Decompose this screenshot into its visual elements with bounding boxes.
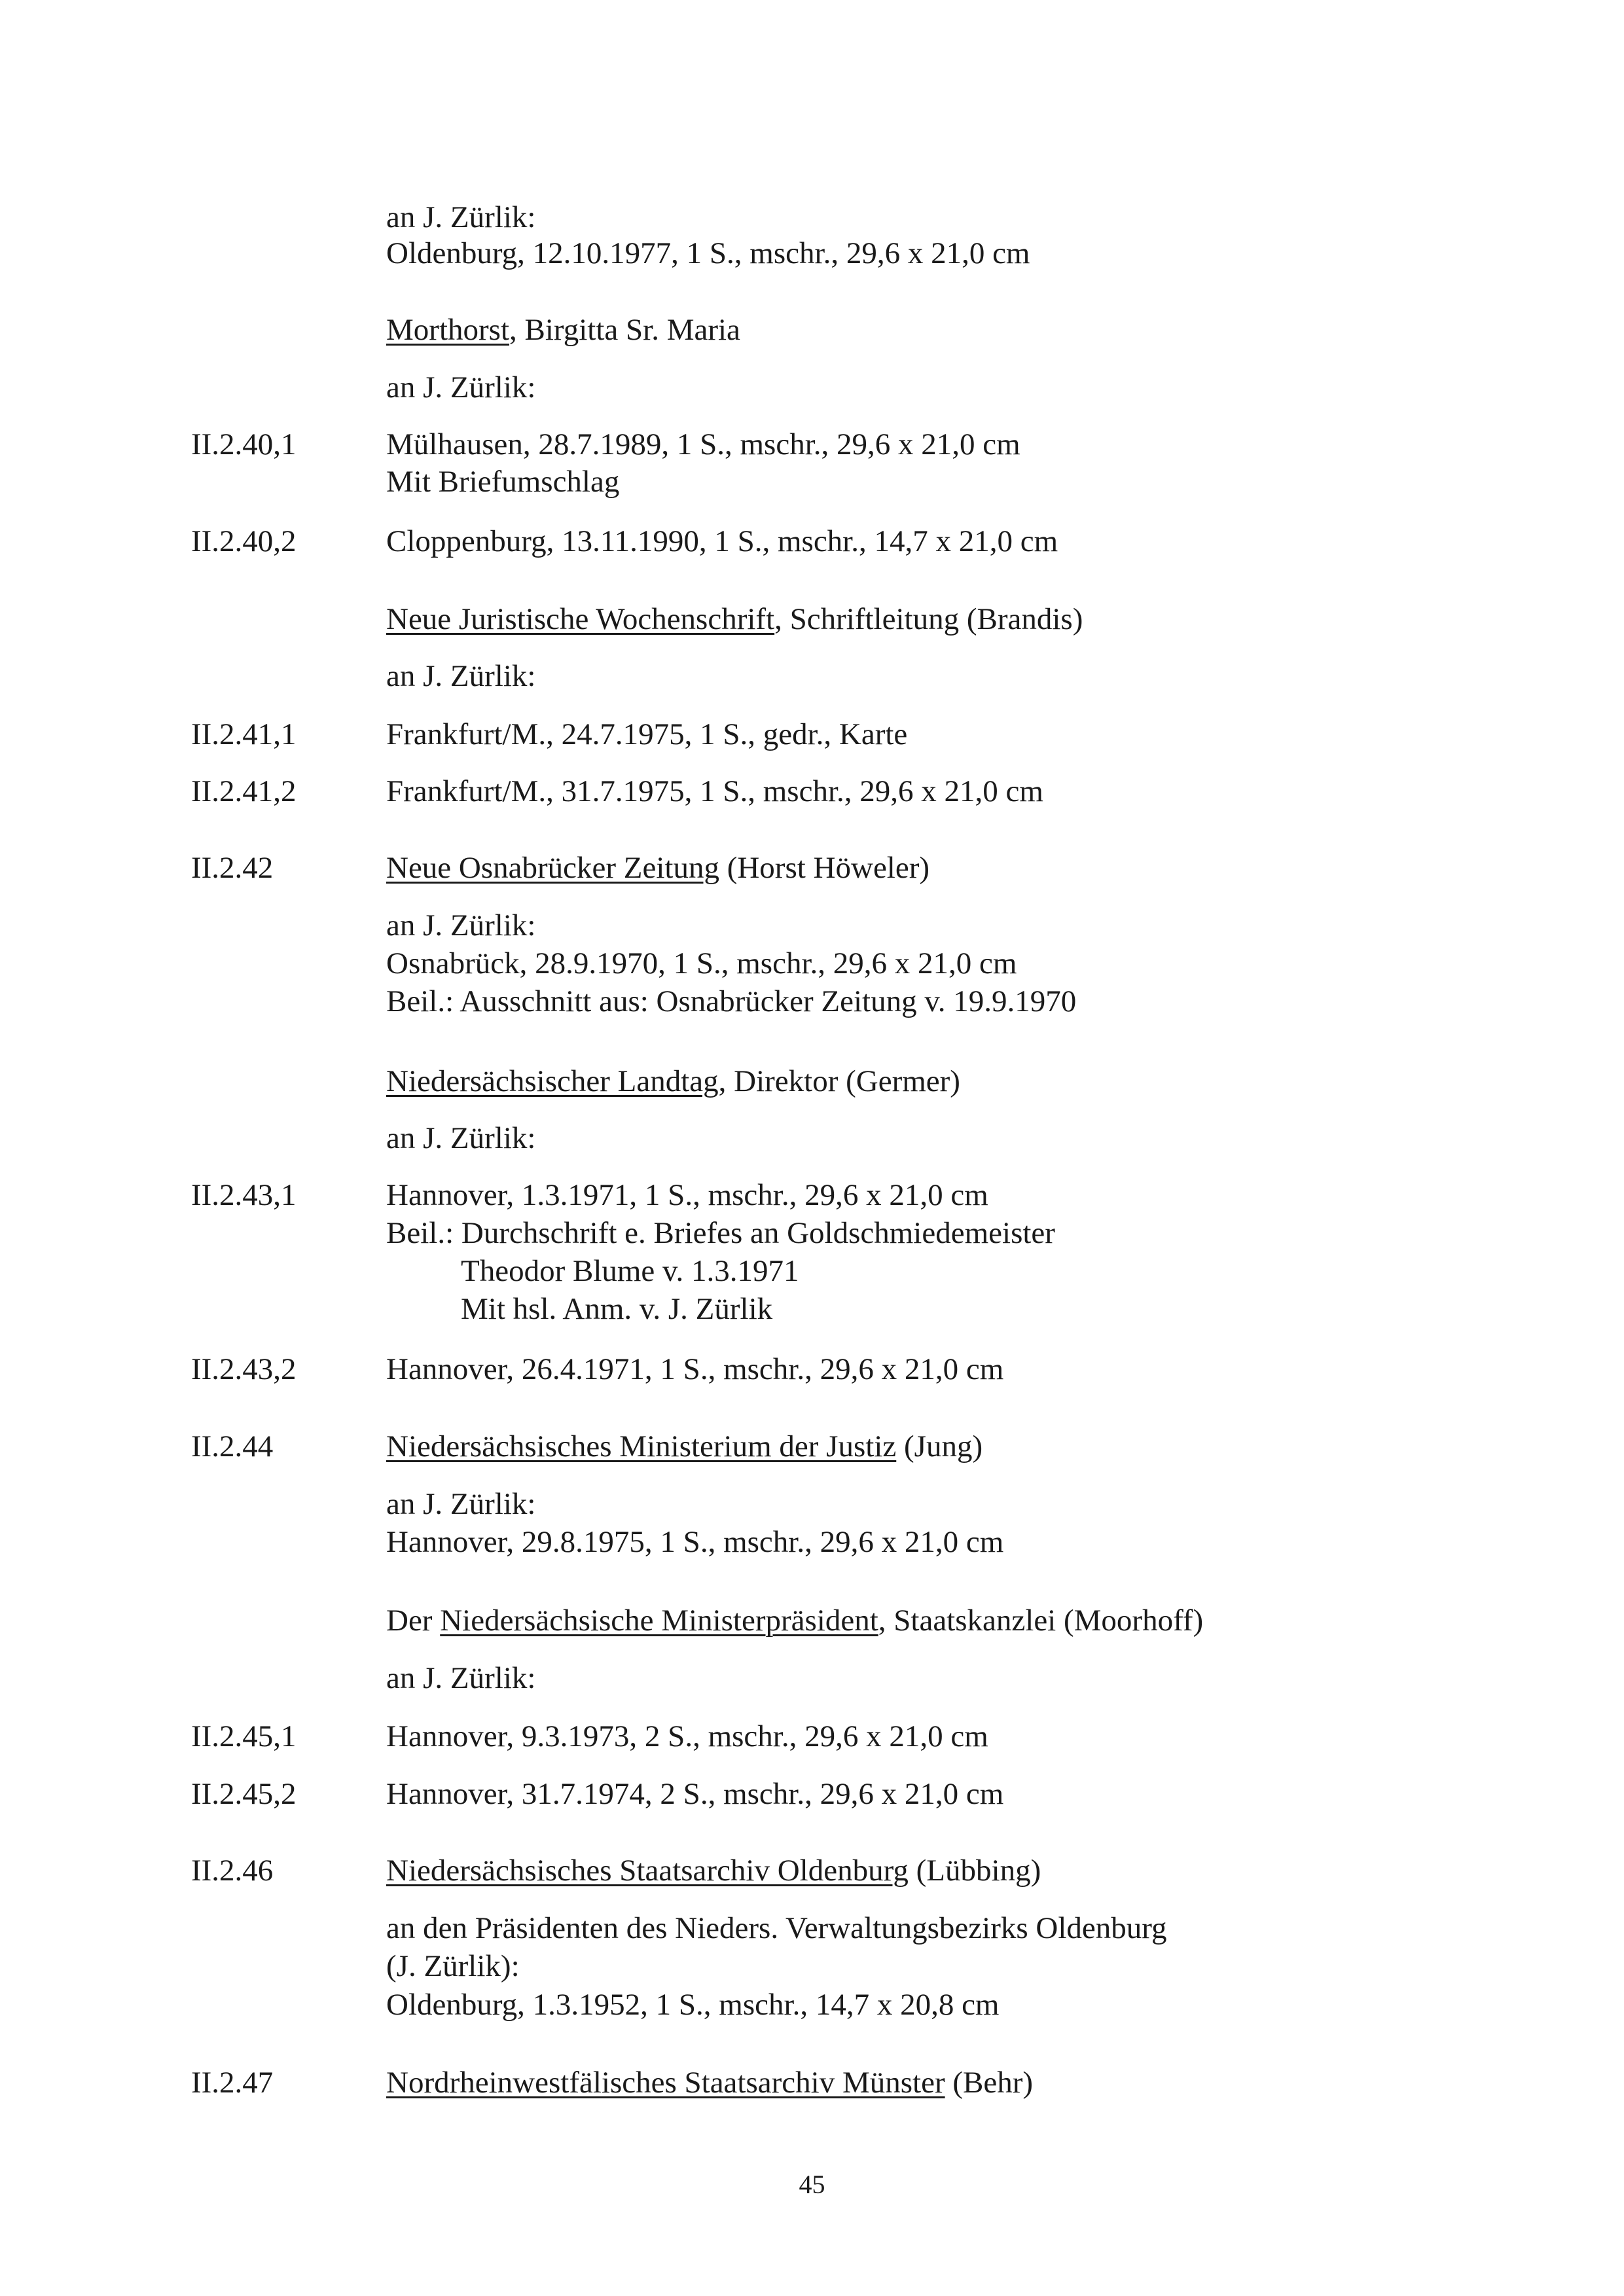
- letter-enclosure: Beil.: Durchschrift e. Briefes an Goldschmiedemeister: [386, 1216, 1055, 1250]
- recipient-line: an J. Zürlik:: [386, 908, 536, 942]
- correspondent-detail: (Jung): [896, 1429, 983, 1463]
- recipient-line: an J. Zürlik:: [386, 200, 536, 234]
- recipient-line: an den Präsidenten des Nieders. Verwaltungsbezirks Oldenburg: [386, 1911, 1167, 1945]
- correspondent-name: Niedersächsisches Ministerium der Justiz: [386, 1429, 897, 1463]
- correspondent-name: Niedersächsischer Landtag: [386, 1064, 719, 1098]
- recipient-line: an J. Zürlik:: [386, 659, 536, 693]
- letter-enclosure: Beil.: Ausschnitt aus: Osnabrücker Zeitung v. 19.9.1970: [386, 984, 1077, 1018]
- signature-number: II.2.43,1: [191, 1178, 297, 1212]
- signature-number: II.2.47: [191, 2066, 274, 2100]
- correspondent-heading: [386, 1062, 960, 1100]
- letter-description: Hannover, 29.8.1975, 1 S., mschr., 29,6 x 21,0 cm: [386, 1525, 1004, 1559]
- letter-description: Frankfurt/M., 24.7.1975, 1 S., gedr., Karte: [386, 717, 908, 751]
- recipient-line: an J. Zürlik:: [386, 1121, 536, 1155]
- signature-number: II.2.42: [191, 851, 274, 885]
- letter-description: Hannover, 9.3.1973, 2 S., mschr., 29,6 x 21,0 cm: [386, 1719, 988, 1753]
- recipient-line: an J. Zürlik:: [386, 1487, 536, 1521]
- recipient-line: an J. Zürlik:: [386, 370, 536, 404]
- letter-note: Mit hsl. Anm. v. J. Zürlik: [461, 1292, 773, 1326]
- letter-description: Oldenburg, 12.10.1977, 1 S., mschr., 29,6 x 21,0 cm: [386, 236, 1030, 270]
- correspondent-detail: , Staatskanzlei (Moorhoff): [878, 1604, 1204, 1638]
- correspondent-prefix: Der: [386, 1604, 441, 1638]
- correspondent-detail: (Behr): [945, 2066, 1034, 2100]
- signature-number: II.2.43,2: [191, 1352, 297, 1386]
- correspondent-detail: (Lübbing): [908, 1854, 1041, 1888]
- correspondent-heading: [386, 849, 929, 887]
- correspondent-name: Nordrheinwestfälisches Staatsarchiv Münster: [386, 2066, 945, 2100]
- letter-description: Frankfurt/M., 31.7.1975, 1 S., mschr., 29,6 x 21,0 cm: [386, 774, 1043, 808]
- correspondent-name: Niedersächsische Ministerpräsident: [440, 1604, 878, 1638]
- letter-enclosure-continued: Theodor Blume v. 1.3.1971: [461, 1254, 799, 1288]
- correspondent-detail: , Birgitta Sr. Maria: [509, 313, 740, 347]
- correspondent-heading: [386, 1852, 1041, 1890]
- signature-number: II.2.46: [191, 1854, 274, 1888]
- correspondent-heading: [386, 1427, 983, 1465]
- correspondent-detail: (Horst Höweler): [719, 851, 930, 885]
- correspondent-name: Neue Osnabrücker Zeitung: [386, 851, 719, 885]
- recipient-line-continued: (J. Zürlik):: [386, 1949, 520, 1983]
- letter-description: Hannover, 31.7.1974, 2 S., mschr., 29,6 x 21,0 cm: [386, 1777, 1004, 1811]
- letter-description: Hannover, 1.3.1971, 1 S., mschr., 29,6 x 21,0 cm: [386, 1178, 988, 1212]
- letter-description: Oldenburg, 1.3.1952, 1 S., mschr., 14,7 x 20,8 cm: [386, 1988, 1000, 2022]
- correspondent-detail: , Schriftleitung (Brandis): [774, 602, 1083, 636]
- correspondent-heading: [386, 2064, 1033, 2102]
- signature-number: II.2.45,2: [191, 1777, 297, 1811]
- recipient-line: an J. Zürlik:: [386, 1661, 536, 1695]
- letter-note: Mit Briefumschlag: [386, 465, 620, 499]
- signature-number: II.2.41,1: [191, 717, 297, 751]
- letter-description: Osnabrück, 28.9.1970, 1 S., mschr., 29,6 x 21,0 cm: [386, 946, 1017, 980]
- correspondent-name: Morthorst: [386, 313, 509, 347]
- correspondent-name: Neue Juristische Wochenschrift: [386, 602, 775, 636]
- correspondent-name: Niedersächsisches Staatsarchiv Oldenburg: [386, 1854, 909, 1888]
- letter-description: Mülhausen, 28.7.1989, 1 S., mschr., 29,6 x 21,0 cm: [386, 427, 1020, 461]
- signature-number: II.2.41,2: [191, 774, 297, 808]
- correspondent-heading: [386, 311, 740, 349]
- correspondent-heading: [386, 600, 1083, 638]
- correspondent-heading: [386, 1602, 1203, 1640]
- signature-number: II.2.45,1: [191, 1719, 297, 1753]
- letter-description: Cloppenburg, 13.11.1990, 1 S., mschr., 14,7 x 21,0 cm: [386, 524, 1058, 558]
- signature-number: II.2.44: [191, 1429, 274, 1463]
- signature-number: II.2.40,2: [191, 524, 297, 558]
- letter-description: Hannover, 26.4.1971, 1 S., mschr., 29,6 x 21,0 cm: [386, 1352, 1004, 1386]
- correspondent-detail: , Direktor (Germer): [718, 1064, 960, 1098]
- page-number: 45: [799, 2170, 825, 2199]
- signature-number: II.2.40,1: [191, 427, 297, 461]
